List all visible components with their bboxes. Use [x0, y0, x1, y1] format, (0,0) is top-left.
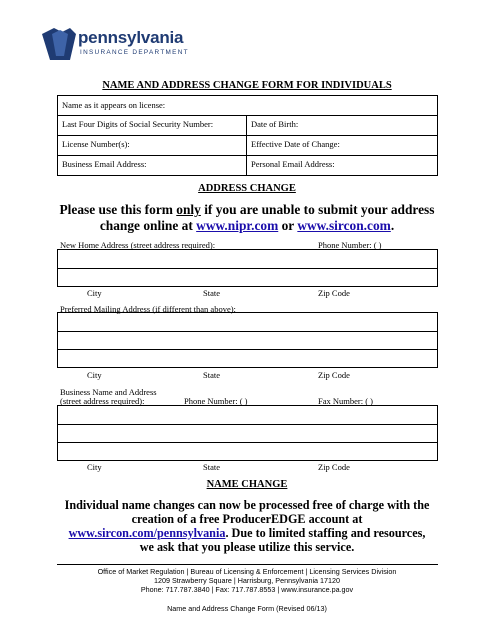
home-phone-label: Phone Number: ( ) — [318, 240, 382, 250]
ssn-last-four-field[interactable] — [58, 116, 246, 135]
name-change-heading: NAME CHANGE — [206, 479, 288, 490]
business-address-sublabel: (street address required): — [60, 396, 145, 406]
business-email-field[interactable] — [58, 156, 246, 175]
home-zip-label: Zip Code — [318, 288, 350, 298]
business-phone-label: Phone Number: ( ) — [184, 396, 248, 406]
business-fax-label: Fax Number: ( ) — [318, 396, 374, 406]
personal-email-field[interactable] — [247, 156, 437, 175]
form-revision: Name and Address Change Form (Revised 06/13) — [167, 604, 327, 613]
date-of-birth-label: Date of Birth: — [251, 119, 299, 129]
business-email-label: Business Email Address: — [62, 159, 147, 169]
business-city-label: City — [87, 462, 102, 472]
date-of-birth-field[interactable] — [247, 116, 437, 135]
form-title: NAME AND ADDRESS CHANGE FORM FOR INDIVIDUALS — [102, 80, 392, 91]
footer-office: Office of Market Regulation | Bureau of Licensing & Enforcement | Licensing Services Division — [97, 567, 397, 576]
business-zip-label: Zip Code — [318, 462, 350, 472]
mailing-address-label: Preferred Mailing Address (if different than above): — [60, 304, 236, 314]
logo-subtitle: INSURANCE DEPARTMENT — [80, 49, 189, 56]
mailing-city-label: City — [87, 370, 102, 380]
mailing-zip-label: Zip Code — [318, 370, 350, 380]
address-change-notice: Please use this form only if you are unable to submit your address change online at www.nipr.com or www.sircon.com. — [59, 202, 435, 233]
footer-address: 1209 Strawberry Square | Harrisburg, Pennsylvania 17120 — [153, 576, 341, 585]
license-number-field[interactable] — [58, 136, 246, 155]
name-change-notice: Individual name changes can now be processed free of charge with the creation of a free ProducerEDGE account at www.sircon.com/pennsylvania. Due to limited staffing and resources, we ask that you please utilize this service. — [64, 498, 430, 554]
mailing-state-label: State — [203, 370, 220, 380]
address-change-heading: ADDRESS CHANGE — [198, 183, 296, 194]
home-address-label: New Home Address (street address required): — [60, 240, 216, 250]
personal-email-label: Personal Email Address: — [251, 159, 335, 169]
home-state-label: State — [203, 288, 220, 298]
footer-divider — [57, 564, 438, 565]
business-address-box[interactable] — [57, 405, 438, 461]
effective-date-field[interactable] — [247, 136, 437, 155]
ssn-last-four-label: Last Four Digits of Social Security Number: — [62, 119, 214, 129]
home-city-label: City — [87, 288, 102, 298]
effective-date-label: Effective Date of Change: — [251, 139, 340, 149]
license-number-label: License Number(s): — [62, 139, 130, 149]
logo-wordmark: pennsylvania — [78, 28, 184, 47]
mailing-address-box[interactable] — [57, 312, 438, 368]
sircon-pennsylvania-link[interactable]: www.sircon.com/pennsylvania — [68, 526, 226, 540]
name-on-license-label: Name as it appears on license: — [62, 100, 166, 110]
footer-contact: Phone: 717.787.3840 | Fax: 717.787.8553 | www.insurance.pa.gov — [140, 585, 354, 594]
name-on-license-field[interactable] — [58, 97, 437, 115]
business-state-label: State — [203, 462, 220, 472]
license-info-table — [57, 95, 438, 176]
nipr-link[interactable]: www.nipr.com — [196, 218, 279, 233]
only-emphasis: only — [176, 202, 201, 217]
sircon-link[interactable]: www.sircon.com — [297, 218, 391, 233]
business-address-label: Business Name and Address — [60, 387, 157, 397]
home-address-box[interactable] — [57, 249, 438, 287]
